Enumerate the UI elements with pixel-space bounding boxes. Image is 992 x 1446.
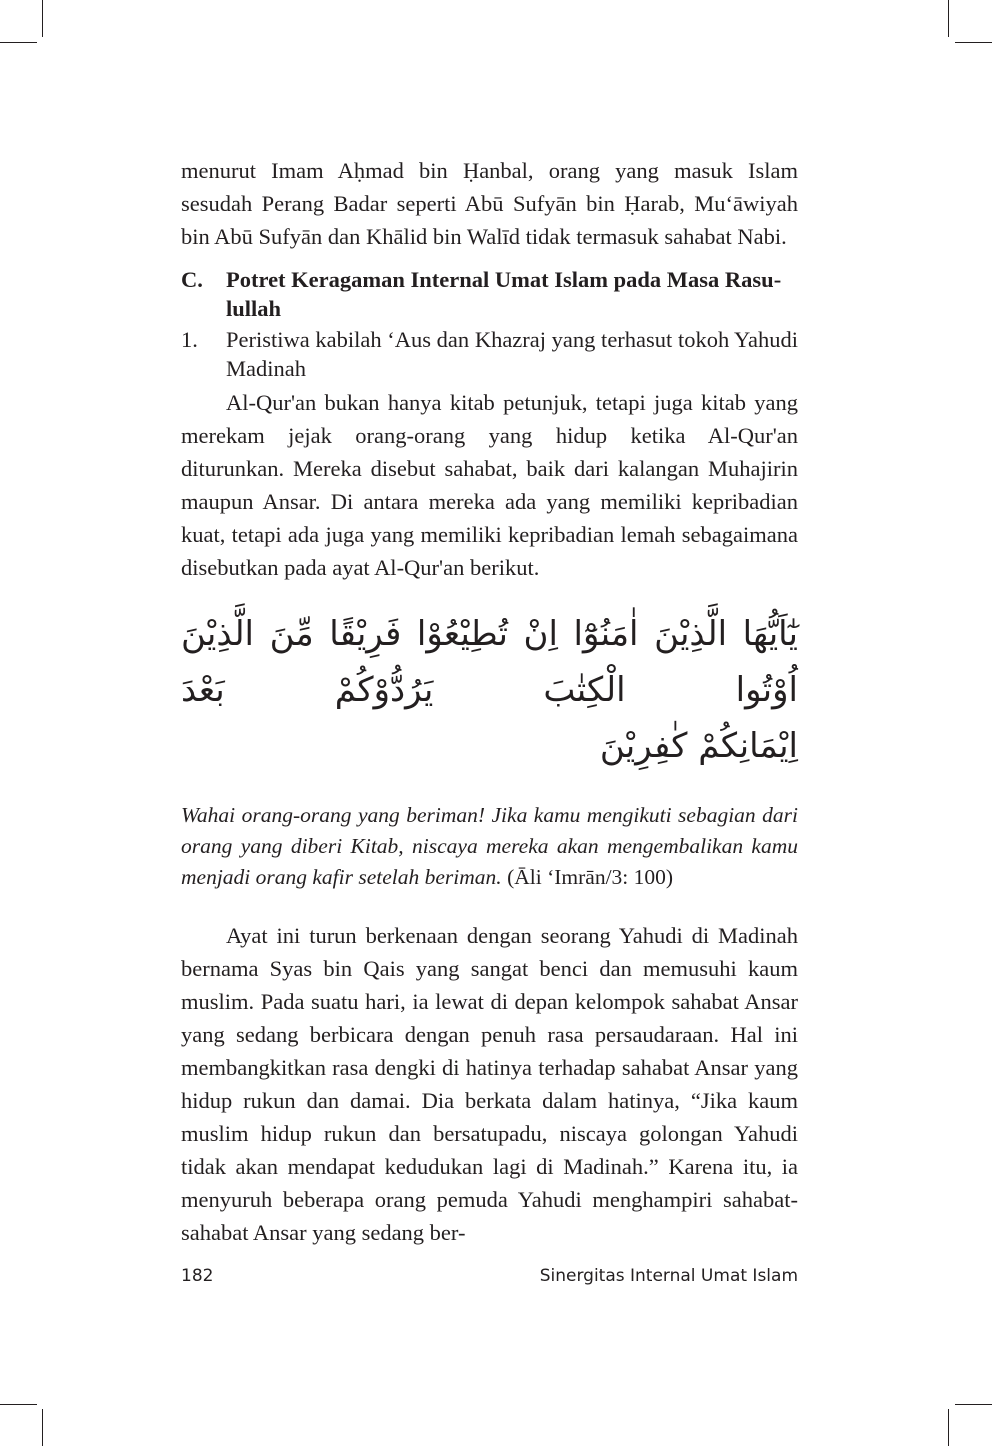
verse-reference: (Āli ‘Imrān/3: 100) xyxy=(501,865,674,889)
section-title: Potret Keragaman Internal Umat Islam pada Masa Rasulullah xyxy=(226,267,782,321)
translation-text: Wahai orang-orang yang beriman! Jika kamu mengikuti sebagian dari orang yang diberi Kitab, niscaya mereka akan mengembalikan kamu menjadi orang kafir setelah beriman. xyxy=(181,803,798,889)
verse-translation xyxy=(181,800,798,893)
arabic-line-1: يٰٓاَيُّهَا الَّذِيْنَ اٰمَنُوْٓا اِنْ تُطِيْعُوْا فَرِيْقًا مِّنَ الَّذِيْنَ اُوْتُوا الْكِتٰبَ يَرُدُّوْكُمْ بَعْدَ xyxy=(181,614,798,710)
quran-verse-arabic xyxy=(181,606,798,774)
page-number: 182 xyxy=(181,1266,214,1286)
subsection-heading xyxy=(181,325,798,383)
crop-mark xyxy=(42,1409,43,1446)
paragraph-opening: menurut Imam Aḥmad bin Ḥanbal, orang yang masuk Islam sesudah Perang Badar seperti Abū Sufyān bin Ḥarab, Mu‘āwiyah bin Abū Sufyān dan Khālid bin Walīd tidak termasuk sahabat Nabi. xyxy=(181,158,798,249)
subsection-title: Peristiwa kabilah ‘Aus dan Khazraj yang terhasut tokoh Yahudi Madinah xyxy=(226,327,798,381)
crop-mark xyxy=(955,42,992,43)
crop-mark xyxy=(0,42,37,43)
running-title: Sinergitas Internal Umat Islam xyxy=(539,1266,798,1286)
paragraph-explanation: Ayat ini turun berkenaan dengan seorang Yahudi di Madinah bernama Syas bin Qais yang sangat benci dan memusuhi kaum muslim. Pada suatu hari, ia lewat di depan kelompok sahabat Ansar yang sedang berbicara dengan penuh rasa persaudaraan. Hal ini membangkitkan rasa dengki di hatinya terhadap sahabat Ansar yang hidup rukun dan damai. Dia berkata dalam hatinya, “Jika kaum muslim hidup rukun dan bersatupadu, niscaya golongan Yahudi tidak akan mendapat kedudukan lagi di Madinah.” Karena itu, ia menyuruh beberapa orang pemuda Yahudi menghampiri sahabat-sahabat Ansar yang sedang ber- xyxy=(181,923,798,1245)
crop-mark xyxy=(42,0,43,37)
crop-mark xyxy=(948,0,949,37)
paragraph-intro: Al-Qur'an bukan hanya kitab petunjuk, tetapi juga kitab yang merekam jejak orang-orang yang hidup ketika Al-Qur'an diturunkan. Mereka disebut sahabat, baik dari kalangan Muhajirin maupun Ansar. Di antara mereka ada yang memiliki kepribadian kuat, tetapi ada juga yang memiliki kepribadian lemah sebagaimana disebutkan pada ayat Al-Qur'an berikut. xyxy=(181,390,798,580)
page-footer xyxy=(181,1266,798,1286)
crop-mark xyxy=(0,1404,37,1405)
arabic-line-2: اِيْمَانِكُمْ كٰفِرِيْنَ xyxy=(599,726,798,766)
page-body xyxy=(181,154,798,1249)
crop-mark xyxy=(948,1409,949,1446)
crop-mark xyxy=(955,1404,992,1405)
section-heading xyxy=(181,265,798,323)
section-number: C. xyxy=(181,267,203,292)
subsection-number: 1. xyxy=(181,327,198,352)
